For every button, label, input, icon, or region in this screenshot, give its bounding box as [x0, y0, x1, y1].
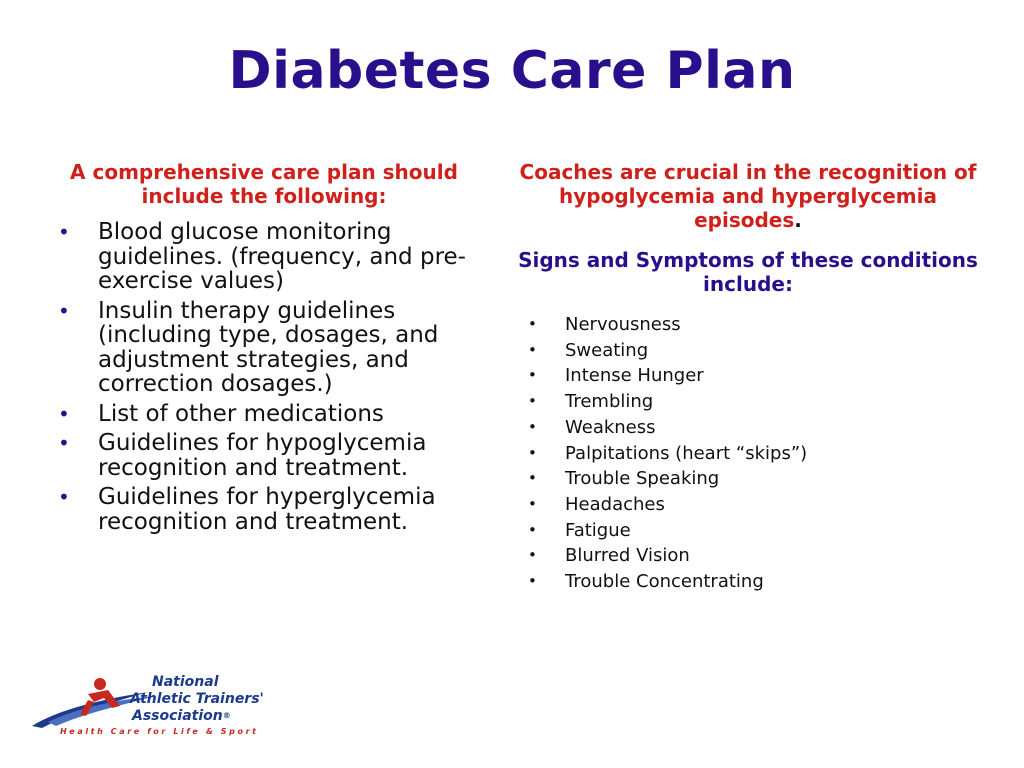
list-item: • Blood glucose monitoring guidelines. (frequency, and pre-exercise values): [58, 219, 466, 294]
logo-text-line1: National: [152, 674, 219, 690]
heading-period: .: [794, 208, 802, 232]
list-item: • Trouble Concentrating: [510, 569, 986, 595]
right-column: [510, 160, 986, 595]
list-item: • Trembling: [510, 389, 986, 415]
bullet-icon: •: [528, 443, 537, 462]
bullet-icon: •: [58, 220, 70, 244]
bullet-icon: •: [58, 401, 70, 426]
registered-mark: ®: [222, 711, 231, 720]
bullet-icon: •: [528, 469, 537, 488]
logo-text-line3: Association®: [132, 708, 231, 724]
bullet-icon: •: [528, 494, 537, 513]
list-item: • Intense Hunger: [510, 363, 986, 389]
bullet-icon: •: [528, 417, 537, 436]
symptoms-heading: Signs and Symptoms of these conditions include:: [518, 248, 978, 296]
symptoms-list: [510, 312, 986, 595]
bullet-icon: •: [528, 392, 537, 411]
list-item: • Weakness: [510, 415, 986, 441]
slide-title: Diabetes Care Plan: [228, 41, 796, 101]
coaches-heading: Coaches are crucial in the recognition of hypoglycemia and hyperglycemia episodes.: [519, 160, 977, 232]
bullet-icon: •: [58, 431, 70, 455]
bullet-icon: •: [528, 366, 537, 385]
list-item: • Trouble Speaking: [510, 466, 986, 492]
bullet-icon: •: [528, 572, 537, 591]
list-item: • List of other medications: [58, 400, 384, 427]
care-plan-heading: A comprehensive care plan should include the following:: [70, 160, 458, 208]
list-item: • Insulin therapy guidelines (including type, dosages, and adjustment strategies, and correction dosages.): [58, 297, 439, 397]
bullet-icon: •: [58, 485, 70, 509]
list-item: • Headaches: [510, 492, 986, 518]
logo-text-line2: Athletic Trainers': [130, 691, 264, 707]
logo-tagline: Health Care for Life & Sport: [60, 727, 259, 736]
bullet-icon: •: [528, 340, 537, 359]
bullet-icon: •: [58, 298, 70, 323]
bullet-icon: •: [528, 546, 537, 565]
bullet-icon: •: [528, 520, 537, 539]
list-item: • Guidelines for hyperglycemia recognition and treatment.: [58, 484, 436, 535]
care-plan-list: [38, 220, 490, 534]
list-item: • Palpitations (heart “skips”): [510, 441, 986, 467]
list-item: • Guidelines for hypoglycemia recognition and treatment.: [58, 430, 427, 481]
list-item: • Fatigue: [510, 518, 986, 544]
list-item: • Blurred Vision: [510, 543, 986, 569]
list-item: • Nervousness: [510, 312, 986, 338]
left-column: [38, 160, 490, 539]
list-item: • Sweating: [510, 338, 986, 364]
nata-logo: [28, 664, 298, 744]
bullet-icon: •: [528, 315, 537, 333]
